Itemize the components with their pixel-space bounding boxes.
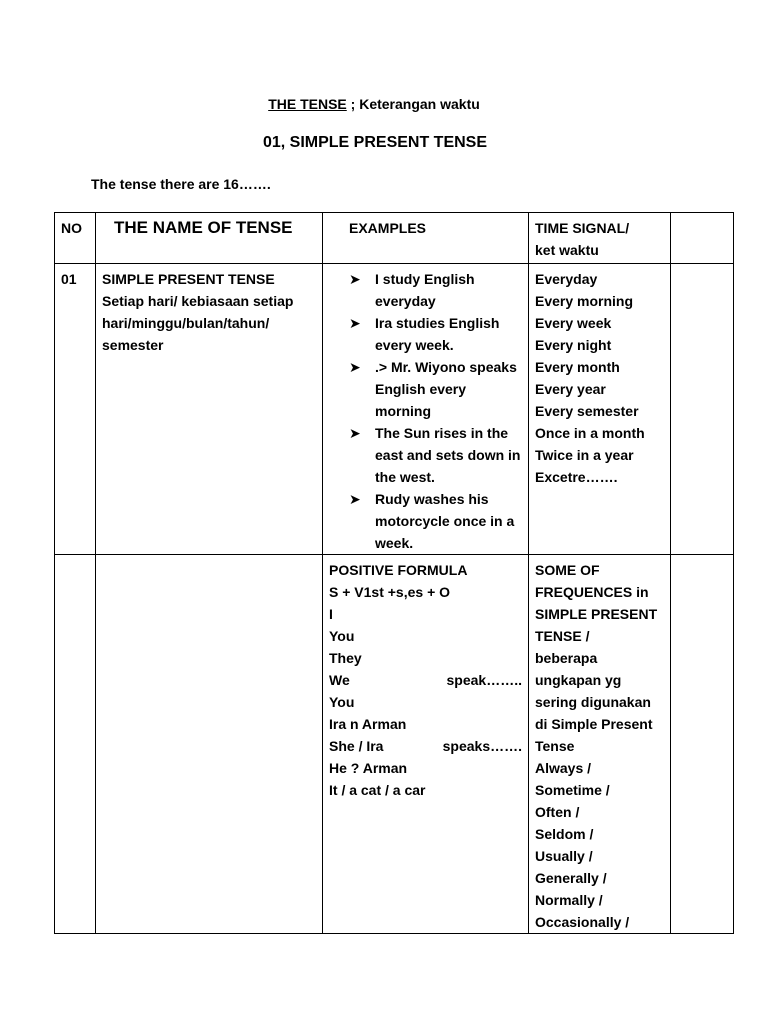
frequence-line: Often / bbox=[535, 804, 580, 820]
arrow-bullet-icon: ➤ bbox=[349, 359, 361, 375]
tense-desc-line: hari/minggu/bulan/tahun/ bbox=[102, 315, 270, 331]
verb: speaks……. bbox=[442, 738, 522, 754]
subject: We bbox=[329, 672, 350, 688]
arrow-bullet-icon: ➤ bbox=[349, 271, 361, 287]
time-signal: Every month bbox=[535, 359, 620, 375]
row2-name-cell bbox=[96, 555, 323, 934]
frequence-line: Usually / bbox=[535, 848, 593, 864]
verb: speak…….. bbox=[446, 672, 522, 688]
row1-examples-cell bbox=[323, 264, 529, 555]
subject: You bbox=[329, 694, 355, 710]
table-header-row bbox=[55, 213, 734, 264]
arrow-bullet-icon: ➤ bbox=[349, 315, 361, 331]
formula: S + V1st +s,es + O bbox=[329, 584, 451, 600]
frequence-line: Normally / bbox=[535, 892, 603, 908]
list-item bbox=[349, 422, 522, 488]
row1-time-signals-cell bbox=[529, 264, 671, 555]
header-name-cell bbox=[96, 213, 323, 264]
list-item bbox=[349, 312, 522, 356]
subject: It / a cat / a car bbox=[329, 782, 426, 798]
time-signal: Every night bbox=[535, 337, 612, 353]
row2-frequences-cell bbox=[529, 555, 671, 934]
subject: They bbox=[329, 650, 362, 666]
time-signal: Every morning bbox=[535, 293, 634, 309]
header-no: NO bbox=[55, 213, 96, 264]
time-signal: Once in a month bbox=[535, 425, 645, 441]
intro-text: The tense there are 16……. bbox=[91, 176, 271, 192]
frequence-line: beberapa bbox=[535, 650, 598, 666]
tense-desc-line: Setiap hari/ kebiasaan setiap bbox=[102, 293, 294, 309]
subject: He ? Arman bbox=[329, 760, 408, 776]
tense-name: SIMPLE PRESENT TENSE bbox=[102, 271, 275, 287]
list-item bbox=[349, 268, 522, 312]
examples-list bbox=[329, 268, 522, 554]
example-text: I study English everyday bbox=[375, 271, 475, 309]
tense-desc-line: semester bbox=[102, 337, 164, 353]
frequence-line: SIMPLE PRESENT bbox=[535, 606, 658, 622]
frequence-line: di Simple Present bbox=[535, 716, 653, 732]
list-item bbox=[349, 488, 522, 554]
document-title bbox=[0, 96, 748, 112]
header-examples: EXAMPLES bbox=[349, 220, 427, 236]
row2-formula-cell bbox=[323, 555, 529, 934]
frequence-line: Seldom / bbox=[535, 826, 594, 842]
frequence-line: FREQUENCES in bbox=[535, 584, 649, 600]
frequence-line: ungkapan yg bbox=[535, 672, 622, 688]
row2-empty bbox=[671, 555, 734, 934]
header-time-signal-line2: ket waktu bbox=[535, 242, 599, 258]
time-signal: Twice in a year bbox=[535, 447, 634, 463]
arrow-bullet-icon: ➤ bbox=[349, 425, 361, 441]
time-signal: Every year bbox=[535, 381, 606, 397]
title-rest: ; Keterangan waktu bbox=[346, 96, 480, 112]
row2-no bbox=[55, 555, 96, 934]
time-signal: Every semester bbox=[535, 403, 639, 419]
header-empty bbox=[671, 213, 734, 264]
header-time-signal bbox=[529, 213, 671, 264]
header-name: THE NAME OF TENSE bbox=[114, 218, 293, 237]
table-row bbox=[55, 264, 734, 555]
example-text: Ira studies English every week. bbox=[375, 315, 500, 353]
frequence-line: Always / bbox=[535, 760, 592, 776]
frequence-line: Tense bbox=[535, 738, 575, 754]
subject: I bbox=[329, 606, 333, 622]
frequence-line: Occasionally / bbox=[535, 914, 630, 930]
subject-verb-line bbox=[329, 735, 522, 757]
example-text: Rudy washes his motorcycle once in a week. bbox=[375, 491, 515, 551]
frequence-line: SOME OF bbox=[535, 562, 600, 578]
row1-name-cell bbox=[96, 264, 323, 555]
subject: You bbox=[329, 628, 355, 644]
tense-table bbox=[54, 212, 734, 934]
section-heading: 01, SIMPLE PRESENT TENSE bbox=[262, 134, 488, 151]
frequence-line: Generally / bbox=[535, 870, 607, 886]
example-text: The Sun rises in the east and sets down in the west. bbox=[375, 425, 521, 485]
time-signal: Every week bbox=[535, 315, 612, 331]
subject: Ira n Arman bbox=[329, 716, 407, 732]
header-time-signal-line1: TIME SIGNAL/ bbox=[535, 220, 630, 236]
row1-empty bbox=[671, 264, 734, 555]
formula-title: POSITIVE FORMULA bbox=[329, 562, 468, 578]
title-underlined: THE TENSE bbox=[268, 96, 347, 112]
list-item bbox=[349, 356, 522, 422]
frequence-line: TENSE / bbox=[535, 628, 590, 644]
time-signal: Everyday bbox=[535, 271, 598, 287]
row1-no: 01 bbox=[55, 264, 96, 555]
frequence-line: Sometime / bbox=[535, 782, 610, 798]
time-signal: Excetre……. bbox=[535, 469, 618, 485]
subject: She / Ira bbox=[329, 738, 384, 754]
subject-verb-line bbox=[329, 669, 522, 691]
example-text: .> Mr. Wiyono speaks English every morning bbox=[375, 359, 517, 419]
header-examples-cell bbox=[323, 213, 529, 264]
table-row bbox=[55, 555, 734, 934]
frequence-line: sering digunakan bbox=[535, 694, 651, 710]
arrow-bullet-icon: ➤ bbox=[349, 491, 361, 507]
